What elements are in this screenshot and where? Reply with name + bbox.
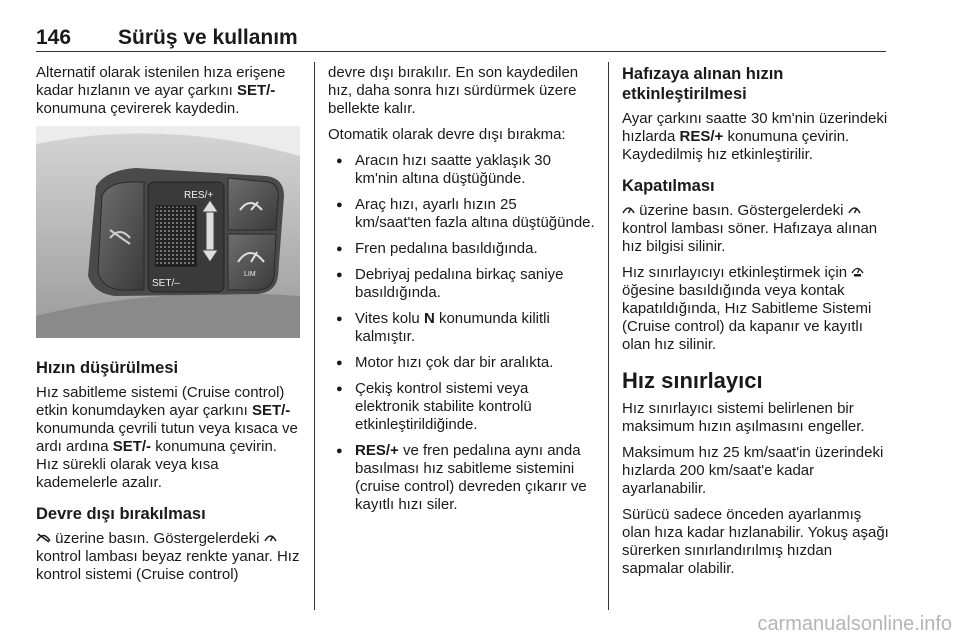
bold-text: SET/- <box>251 402 291 419</box>
text: konumuna çevirerek kaydedin. <box>36 100 240 117</box>
list-item: ● Motor hızı çok dar bir aralıkta. <box>328 354 596 372</box>
paragraph <box>622 110 890 164</box>
res-label: RES/+ <box>184 190 214 201</box>
header-divider <box>36 51 886 52</box>
section-heading: Hafızaya alınan hızın etkinleştirilmesi <box>622 65 784 103</box>
column-divider <box>608 62 609 610</box>
text: Vites kolu <box>355 310 424 327</box>
column-3 <box>622 64 890 586</box>
text: Hız sabitleme sistemi (Cruise control) etkin konumdayken ayar çarkını <box>36 384 285 419</box>
column-1 <box>36 64 302 592</box>
page-header <box>36 26 886 52</box>
cruise-off-icon <box>36 530 51 548</box>
paragraph: Maksimum hız 25 km/saat'in üzerindeki hızlarda 200 km/saat'e kadar ayarlanabilir. <box>622 444 884 497</box>
speed-limiter-icon <box>851 264 864 282</box>
chapter-section-heading: Hız sınırlayıcı <box>622 368 763 393</box>
paragraph: devre dışı bırakılır. En son kaydedilen hız, daha sonra hızı sürdürmek üzere bellekte kalır. <box>328 64 579 117</box>
page-number: 146 <box>36 26 72 49</box>
bold-text: RES/+ <box>355 442 399 459</box>
bold-text: N <box>423 310 435 327</box>
list-item: ● Araç hızı, ayarlı hızın 25 km/saat'ten fazla altına düştüğünde. <box>328 196 596 232</box>
paragraph <box>622 202 890 256</box>
list-item: ● Çekiş kontrol sistemi veya elektronik stabilite kontrolü etkinleştirildiğinde. <box>328 380 596 434</box>
text: üzerine basın. Göstergelerdeki <box>635 202 848 219</box>
text: konumunda kilitli kalmıştır. <box>355 310 550 345</box>
bold-text: SET/- <box>236 82 276 99</box>
column-divider <box>314 62 315 610</box>
section-heading: Devre dışı bırakılması <box>36 505 206 523</box>
text: Hız sınırlayıcıyı etkinleştirmek için <box>622 264 852 281</box>
text: ve fren pedalına aynı anda basılması hız sabitleme sistemini (cruise control) devreden çıkarır ve kayıtlı hızı siler. <box>355 442 587 513</box>
paragraph: Hız sınırlayıcı sistemi belirlenen bir maksimum hızın aşılmasını engeller. <box>622 400 865 435</box>
text: kontrol lambası beyaz renkte yanar. Hız kontrol sistemi (Cruise control) <box>36 548 300 583</box>
text: öğesine basıldığında veya kontak kapatıldığında, Hız Sabitleme Sistemi (Cruise control) da kapanır ve kayıtlı olan hız silinir. <box>622 282 872 353</box>
text: konumunda çevrili tutun veya kısaca ve ardı ardına <box>36 420 298 455</box>
section-heading: Kapatılması <box>622 177 715 195</box>
steering-wheel-controls-illustration <box>36 126 300 338</box>
section-heading: Hızın düşürülmesi <box>36 359 179 377</box>
list-item: ● Aracın hızı saatte yaklaşık 30 km'nin altına düştüğünde. <box>328 152 596 188</box>
lim-label: LIM <box>244 271 256 278</box>
watermark-link[interactable]: carmanualsonline.info <box>757 613 952 635</box>
bold-text: SET/- <box>112 438 152 455</box>
text: konumuna çevirin. Hız sürekli olarak veya kısa kademelerle azalır. <box>36 438 277 491</box>
paragraph: Otomatik olarak devre dışı bırakma: <box>328 126 566 143</box>
paragraph: Sürücü sadece önceden ayarlanmış olan hıza kadar hızlanabilir. Yokuş aşağı sürerken sınırlandırılmış hızdan sapmalar olabilir. <box>622 506 889 577</box>
text: kontrol lambası söner. Hafızaya alınan hız bilgisi silinir. <box>622 220 878 255</box>
text: Alternatif olarak istenilen hıza erişene kadar hızlanın ve ayar çarkını <box>36 64 286 99</box>
paragraph <box>36 384 302 492</box>
list-item: ● Debriyaj pedalına birkaç saniye basıldığında. <box>328 266 596 302</box>
list-item <box>328 310 596 346</box>
cruise-control-lamp-icon <box>264 530 277 548</box>
paragraph <box>36 64 302 118</box>
set-label: SET/– <box>152 278 180 289</box>
chapter-title: Sürüş ve kullanım <box>118 26 298 49</box>
list-item <box>328 442 596 514</box>
paragraph <box>622 264 890 354</box>
cruise-control-lamp-icon <box>848 202 861 220</box>
text: Ayar çarkını saatte 30 km'nin üzerindeki hızlarda <box>622 110 888 145</box>
bullet-list <box>328 152 596 514</box>
text: konumuna çevirin. Kaydedilmiş hız etkinleştirilir. <box>622 128 850 163</box>
column-2 <box>328 64 596 522</box>
cruise-control-lamp-icon <box>622 202 635 220</box>
paragraph <box>36 530 302 584</box>
text: üzerine basın. Göstergelerdeki <box>51 530 264 547</box>
bold-text: RES/+ <box>679 128 724 145</box>
list-item: ● Fren pedalına basıldığında. <box>328 240 596 258</box>
